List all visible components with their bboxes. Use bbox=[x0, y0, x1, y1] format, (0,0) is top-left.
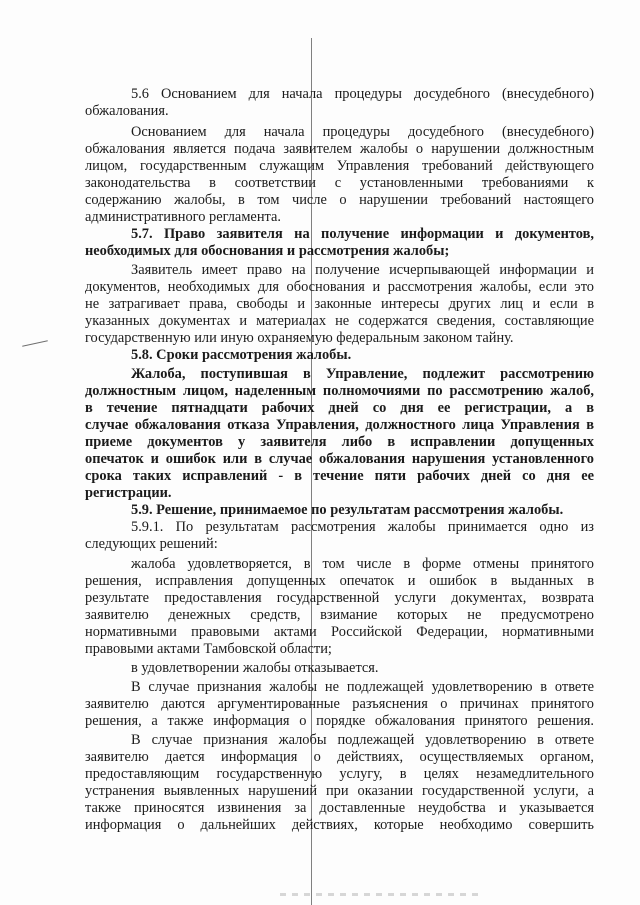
text-line-bold: в течение пятнадцати рабочих дней со дня ее регистрации, а в bbox=[85, 400, 594, 416]
text-line: в удовлетворении жалобы отказывается. bbox=[131, 660, 379, 676]
text-line: результате предоставления государственной услуги документах, возврата bbox=[85, 590, 594, 606]
section-heading: необходимых для обоснования и рассмотрения жалобы; bbox=[85, 243, 450, 259]
text-line: не затрагивает права, свободы и законные интересы других лиц и если в bbox=[85, 296, 594, 312]
text-line: указанных документах и материалах не содержатся сведения, составляющие bbox=[85, 313, 594, 329]
text-line-bold: опечаток и ошибок или в случае обжалования нарушения установленного bbox=[85, 451, 594, 467]
text-line: правовыми актами Тамбовской области; bbox=[85, 641, 332, 657]
text-line: информация о дальнейших действиях, которые необходимо совершить bbox=[85, 817, 594, 833]
text-line-bold: случае обжалования отказа Управления, должностного лица Управления в bbox=[85, 417, 594, 433]
text-line: законодательства в соответствии с установленными требованиями к bbox=[85, 175, 594, 191]
scan-bottom-artifact bbox=[280, 893, 480, 896]
text-line-bold: регистрации. bbox=[85, 485, 172, 501]
margin-pen-mark bbox=[22, 340, 48, 346]
text-line: обжалования является подача заявителем жалобы о нарушении должностным bbox=[85, 141, 594, 157]
text-line: жалоба удовлетворяется, в том числе в форме отмены принятого bbox=[131, 556, 594, 572]
text-line: решения, исправления допущенных опечаток и ошибок в выданных в bbox=[85, 573, 594, 589]
text-line-bold: срока таких исправлений - в течение пяти рабочих дней со дня ее bbox=[85, 468, 594, 484]
text-line: документов, необходимых для обоснования и рассмотрения жалобы, если это bbox=[85, 279, 594, 295]
text-line-bold: приеме документов у заявителя либо в исправлении допущенных bbox=[85, 434, 594, 450]
text-line-bold: Жалоба, поступившая в Управление, подлежит рассмотрению bbox=[131, 366, 594, 382]
text-line: нормативными правовыми актами Российской Федерации, нормативными bbox=[85, 624, 594, 640]
text-line: административного регламента. bbox=[85, 209, 281, 225]
text-line: заявителю денежных средств, взимание которых не предусмотрено bbox=[85, 607, 594, 623]
text-line: решения, а также информация о порядке обжалования принятого решения. bbox=[85, 713, 594, 729]
text-line: заявителю дается информация о действиях, осуществляемых органом, bbox=[85, 749, 594, 765]
text-line: обжалования. bbox=[85, 103, 169, 119]
text-line: лицом, государственным служащим Управления требований действующего bbox=[85, 158, 594, 174]
text-line-bold: должностным лицом, наделенным полномочиями по рассмотрению жалоб, bbox=[85, 383, 594, 399]
text-line: предоставляющим государственную услугу, в целях незамедлительного bbox=[85, 766, 594, 782]
text-line: Основанием для начала процедуры досудебного (внесудебного) bbox=[131, 124, 594, 140]
text-line: также приносятся извинения за доставленные неудобства и указывается bbox=[85, 800, 594, 816]
text-line: 5.9.1. По результатам рассмотрения жалобы принимается одно из bbox=[131, 519, 594, 535]
text-line: заявителю даются аргументированные разъяснения о причинах принятого bbox=[85, 696, 594, 712]
section-heading: 5.7. Право заявителя на получение информации и документов, bbox=[131, 226, 594, 242]
text-line: содержанию жалобы, в том числе о нарушении требований настоящего bbox=[85, 192, 594, 208]
text-line: 5.6 Основанием для начала процедуры досудебного (внесудебного) bbox=[131, 86, 594, 102]
text-line: В случае признания жалобы не подлежащей удовлетворению в ответе bbox=[131, 679, 594, 695]
text-line: В случае признания жалобы подлежащей удовлетворению в ответе bbox=[131, 732, 594, 748]
text-line: устранения выявленных нарушений при оказании государственной услуги, а bbox=[85, 783, 594, 799]
section-heading: 5.8. Сроки рассмотрения жалобы. bbox=[131, 347, 352, 363]
text-line: следующих решений: bbox=[85, 536, 218, 552]
text-line: государственную или иную охраняемую федеральным законом тайну. bbox=[85, 330, 514, 346]
text-line: Заявитель имеет право на получение исчерпывающей информации и bbox=[131, 262, 594, 278]
section-heading: 5.9. Решение, принимаемое по результатам рассмотрения жалобы. bbox=[131, 502, 564, 518]
